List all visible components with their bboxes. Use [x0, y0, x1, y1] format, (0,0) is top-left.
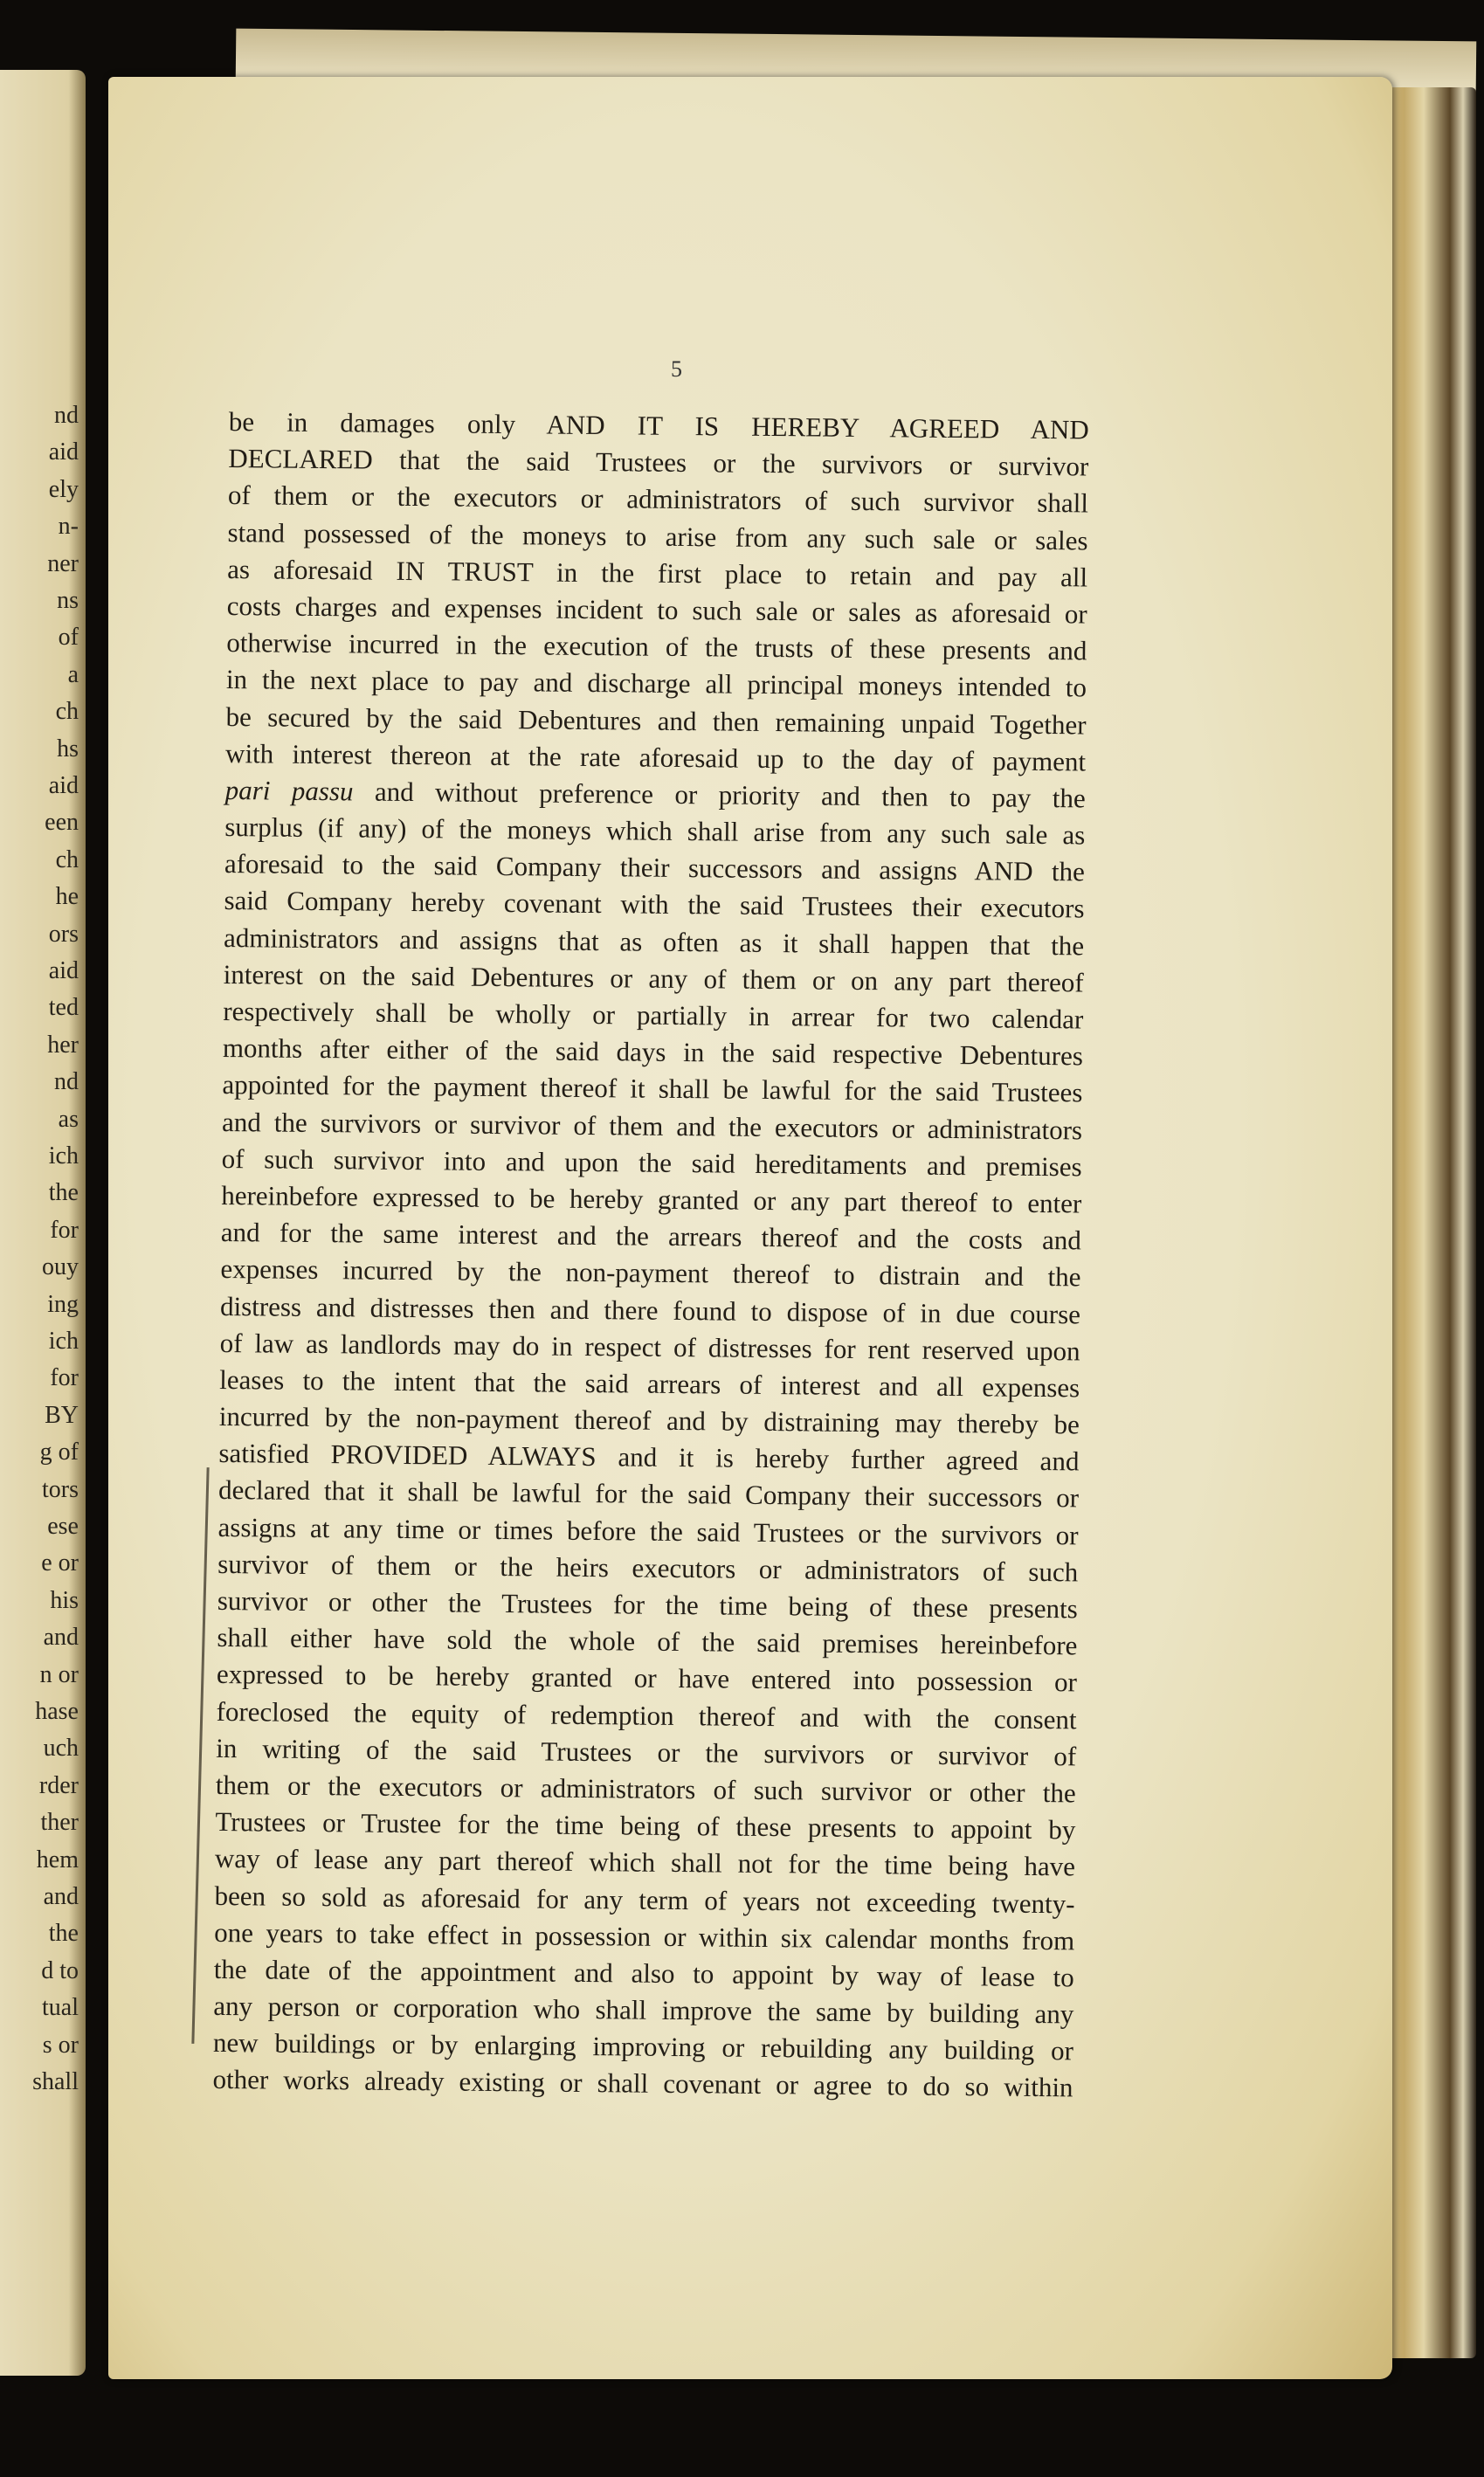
- left-page-fragment: for: [50, 1364, 79, 1392]
- left-page-fragment: rder: [38, 1771, 79, 1799]
- text-line: DECLARED that the said Trustees or the survivors or survivor: [228, 443, 1089, 482]
- text-line: distress and distresses then and there found to dispose of in due course: [219, 1290, 1081, 1329]
- left-page-fragment: of: [58, 624, 79, 652]
- left-page-fragment: ch: [55, 845, 79, 873]
- text-line: be in damages only AND IT IS HEREBY AGREED AND: [228, 405, 1089, 445]
- text-line: survivor or other the Trustees for the time being of these presents: [217, 1584, 1078, 1625]
- text-line: declared that it shall be lawful for the said Company their successors or: [217, 1474, 1080, 1514]
- left-page-fragment: a: [67, 660, 79, 688]
- left-page-fragment: ors: [48, 920, 79, 948]
- text-line: incurred by the non-payment thereof and by distraining may thereby be: [218, 1401, 1080, 1440]
- left-page-fragment: ing: [47, 1290, 79, 1318]
- left-page-fragment: uch: [43, 1735, 79, 1763]
- text-line: any person or corporation who shall improve the same by building any: [213, 1990, 1074, 2030]
- left-page-fragment: g of: [39, 1439, 79, 1466]
- left-page-fragment: n-: [58, 513, 79, 541]
- text-line: aforesaid to the said Company their successors and assigns AND the: [224, 848, 1086, 887]
- text-line: new buildings or by enlarging improving or rebuilding any building or: [212, 2027, 1074, 2066]
- page-number: 5: [671, 356, 682, 382]
- left-page-fragment: ther: [40, 1809, 79, 1837]
- left-page-fragment: e or: [41, 1549, 79, 1577]
- left-page-fragment: and: [43, 1624, 79, 1652]
- text-line: way of lease any part thereof which shall not for the time being have: [214, 1843, 1076, 1882]
- text-line: appointed for the payment thereof it shall be lawful for the said Trustees: [222, 1069, 1083, 1108]
- left-page-fragment: nd: [54, 1068, 79, 1096]
- text-line: and the survivors or survivor of them and the executors or administrators: [221, 1106, 1083, 1145]
- left-page-fragment: and: [43, 1883, 79, 1910]
- text-line: one years to take effect in possession or within six calendar months from: [214, 1916, 1075, 1956]
- text-line: expressed to be hereby granted or have entered into possession or: [216, 1659, 1078, 1698]
- text-line: shall either have sold the whole of the said premises hereinbefore: [217, 1622, 1078, 1661]
- left-page-fragment: hem: [36, 1846, 79, 1873]
- text-line: of them or the executors or administrators of such survivor shall: [227, 480, 1089, 519]
- text-line: costs charges and expenses incident to such sale or sales as aforesaid or: [226, 590, 1087, 630]
- left-page-fragment: d to: [41, 1956, 79, 1984]
- text-line: respectively shall be wholly or partially in arrear for two calendar: [223, 995, 1084, 1035]
- left-page-fragment: aid: [48, 438, 79, 466]
- left-page-fragment: the: [48, 1179, 79, 1207]
- text-line: stand possessed of the moneys to arise from any such sale or sales: [227, 516, 1088, 556]
- text-line: in the next place to pay and discharge all principal moneys intended to: [225, 664, 1087, 703]
- left-page-fragment: ely: [48, 475, 79, 503]
- left-page-fragment: BY: [45, 1401, 79, 1429]
- text-line: assigns at any time or times before the said Trustees or the survivors or: [217, 1511, 1079, 1551]
- text-line: foreclosed the equity of redemption thereof and with the consent: [216, 1695, 1077, 1735]
- text-line: of such survivor into and upon the said hereditaments and premises: [221, 1142, 1082, 1183]
- text-line: satisfied PROVIDED ALWAYS and it is hereby further agreed and: [218, 1438, 1080, 1477]
- left-page-fragment: as: [58, 1105, 79, 1133]
- left-page-fragment: for: [50, 1216, 79, 1244]
- text-line: months after either of the said days in the said respective Debentures: [222, 1032, 1084, 1072]
- text-line: hereinbefore expressed to be hereby granted or any part thereof to enter: [221, 1179, 1082, 1219]
- left-page-fragment: ted: [48, 994, 79, 1022]
- text-line: interest on the said Debentures or any of them or on any part thereof: [223, 958, 1084, 998]
- body-text: [212, 404, 1089, 2107]
- left-page-fragment: tors: [42, 1475, 79, 1503]
- left-page-fragment: he: [55, 883, 79, 911]
- text-line: them or the executors or administrators of such survivor or other the: [215, 1769, 1076, 1809]
- text-line: other works already existing or shall covenant or agree to do so within: [212, 2064, 1073, 2103]
- left-page-fragment: ouy: [42, 1253, 79, 1281]
- text-line: as aforesaid IN TRUST in the first place to retain and pay all: [227, 553, 1088, 593]
- text-line: administrators and assigns that as often as it shall happen that the: [223, 921, 1085, 962]
- left-page-fragment: the: [48, 1920, 79, 1948]
- text-line: in writing of the said Trustees or the survivors or survivor of: [216, 1732, 1077, 1772]
- left-page-fragment: hs: [57, 735, 79, 762]
- left-page-fragment: tual: [42, 1994, 79, 2022]
- text-line: and for the same interest and the arrears thereof and the costs and: [220, 1217, 1082, 1256]
- text-line: said Company hereby covenant with the said Trustees their executors: [224, 885, 1085, 924]
- text-line: survivor of them or the heirs executors or administrators of such: [217, 1548, 1079, 1588]
- text-line: with interest thereon at the rate aforesaid up to the day of payment: [224, 737, 1087, 777]
- left-page-fragment: his: [50, 1586, 79, 1614]
- left-page-fragment: ich: [48, 1142, 79, 1170]
- left-page-fragment: ns: [57, 587, 79, 614]
- left-page-fragment: ner: [47, 549, 79, 577]
- left-page-fragment: shall: [32, 2068, 79, 2095]
- left-facing-page: [0, 70, 86, 2376]
- text-line: surplus (if any) of the moneys which shall arise from any such sale as: [224, 811, 1086, 851]
- left-page-fragment: n or: [39, 1660, 79, 1688]
- left-page-fragment: ese: [47, 1513, 79, 1540]
- text-line: otherwise incurred in the execution of the trusts of these presents and: [226, 627, 1087, 666]
- left-page-fragment: s or: [42, 2031, 79, 2059]
- left-page-fragment: aid: [48, 957, 79, 984]
- left-page-fragment: aid: [48, 772, 79, 799]
- left-page-fragment: hase: [35, 1698, 79, 1725]
- text-line: the date of the appointment and also to appoint by way of lease to: [213, 1953, 1074, 1993]
- left-page-fragment: nd: [54, 402, 79, 429]
- text-line: be secured by the said Debentures and then remaining unpaid Together: [225, 700, 1087, 740]
- text-line: of law as landlords may do in respect of distresses for rent reserved upon: [219, 1327, 1080, 1367]
- left-page-fragment: een: [45, 809, 79, 837]
- left-page-fragment: ch: [55, 698, 79, 726]
- left-page-fragment: ich: [48, 1328, 79, 1355]
- text-line: leases to the intent that the said arrears of interest and all expenses: [219, 1363, 1080, 1404]
- text-line: pari passu and without preference or priority and then to pay the: [224, 774, 1086, 814]
- text-line: expenses incurred by the non-payment thereof to distrain and the: [220, 1253, 1081, 1293]
- text-line: been so sold as aforesaid for any term of years not exceeding twenty-: [214, 1880, 1075, 1919]
- text-line: Trustees or Trustee for the time being of these presents to appoint by: [215, 1806, 1076, 1846]
- left-page-fragment: her: [47, 1031, 79, 1059]
